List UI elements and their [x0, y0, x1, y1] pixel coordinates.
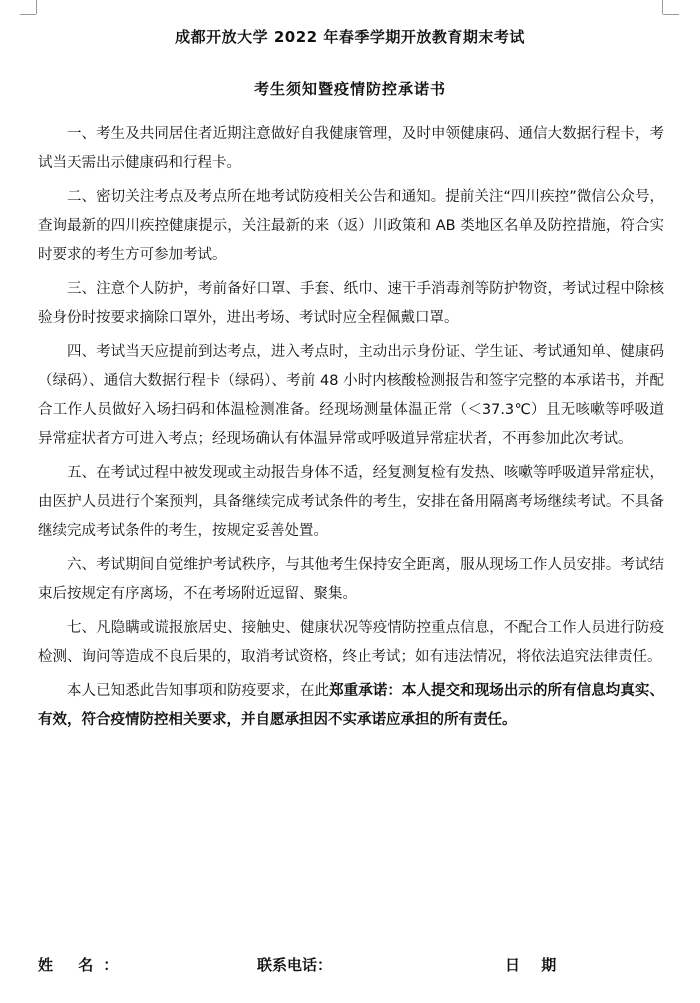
name-label: 姓 名：: [38, 956, 129, 974]
paragraph-1: 一、考生及共同居住者近期注意做好自我健康管理，及时申领健康码、通信大数据行程卡，考试当天需出示健康码和行程卡。: [38, 126, 664, 171]
paragraph-2: 二、密切关注考点及考点所在地考试防疫相关公告和通知。提前关注“四川疾控”微信公众号，查询最新的四川疾控健康提示，关注最新的来（返）川政策和 AB 类地区名单及防控措施，符合实时要求的考生方可参加考试。: [38, 189, 664, 263]
date-label: 日 期: [505, 956, 565, 974]
paragraph-6: 六、考试期间自觉维护考试秩序，与其他考生保持安全距离，服从现场工作人员安排。考试结束后按规定有序离场，不在考场附近逗留、聚集。: [38, 557, 664, 602]
crop-mark-top-right-horizontal: [663, 14, 679, 15]
paragraph-5: 五、在考试过程中被发现或主动报告身体不适，经复测复检有发热、咳嗽等呼吸道异常症状，由医护人员进行个案预判，具备继续完成考试条件的考生，安排在备用隔离考场继续考试。不具备继续完成考试条件的考生，按规定妥善处置。: [38, 465, 664, 539]
pledge-paragraph: [38, 677, 664, 735]
document-title: 成都开放大学 2022 年春季学期开放教育期末考试: [175, 28, 525, 46]
crop-mark-top-left-horizontal: [20, 14, 36, 15]
pledge-intro: 本人已知悉此告知事项和防疫要求，在此: [67, 683, 330, 699]
crop-mark-top-left: [36, 0, 37, 14]
paragraph-3: 三、注意个人防护，考前备好口罩、手套、纸巾、速干手消毒剂等防护物资，考试过程中除核验身份时按要求摘除口罩外，进出考场、考试时应全程佩戴口罩。: [38, 281, 664, 326]
pledge-commitment: 郑重承诺：本人提交和现场出示的所有信息均真实、有效，符合疫情防控相关要求，并自愿承担因不实承诺应承担的所有责任。: [38, 683, 664, 728]
paragraph-4: 四、考试当天应提前到达考点，进入考点时，主动出示身份证、学生证、考试通知单、健康码（绿码）、通信大数据行程卡（绿码）、考前 48 小时内核酸检测报告和签字完整的本承诺书，并配合工作人员做好入场扫码和体温检测准备。经现场测量体温正常（＜37.3℃）且无咳嗽等呼吸道异常症状者方可进入考点；经现场确认有体温异常或呼吸道异常症状者，不再参加此次考试。: [38, 344, 664, 447]
document-body: [38, 120, 664, 740]
paragraph-7: 七、凡隐瞒或谎报旅居史、接触史、健康状况等疫情防控重点信息，不配合工作人员进行防疫检测、询问等造成不良后果的，取消考试资格，终止考试；如有违法情况，将依法追究法律责任。: [38, 620, 664, 665]
crop-mark-top-right: [662, 0, 663, 14]
phone-label: 联系电话：: [257, 956, 333, 974]
signature-row: [0, 954, 700, 978]
document-subtitle: 考生须知暨疫情防控承诺书: [253, 80, 446, 98]
